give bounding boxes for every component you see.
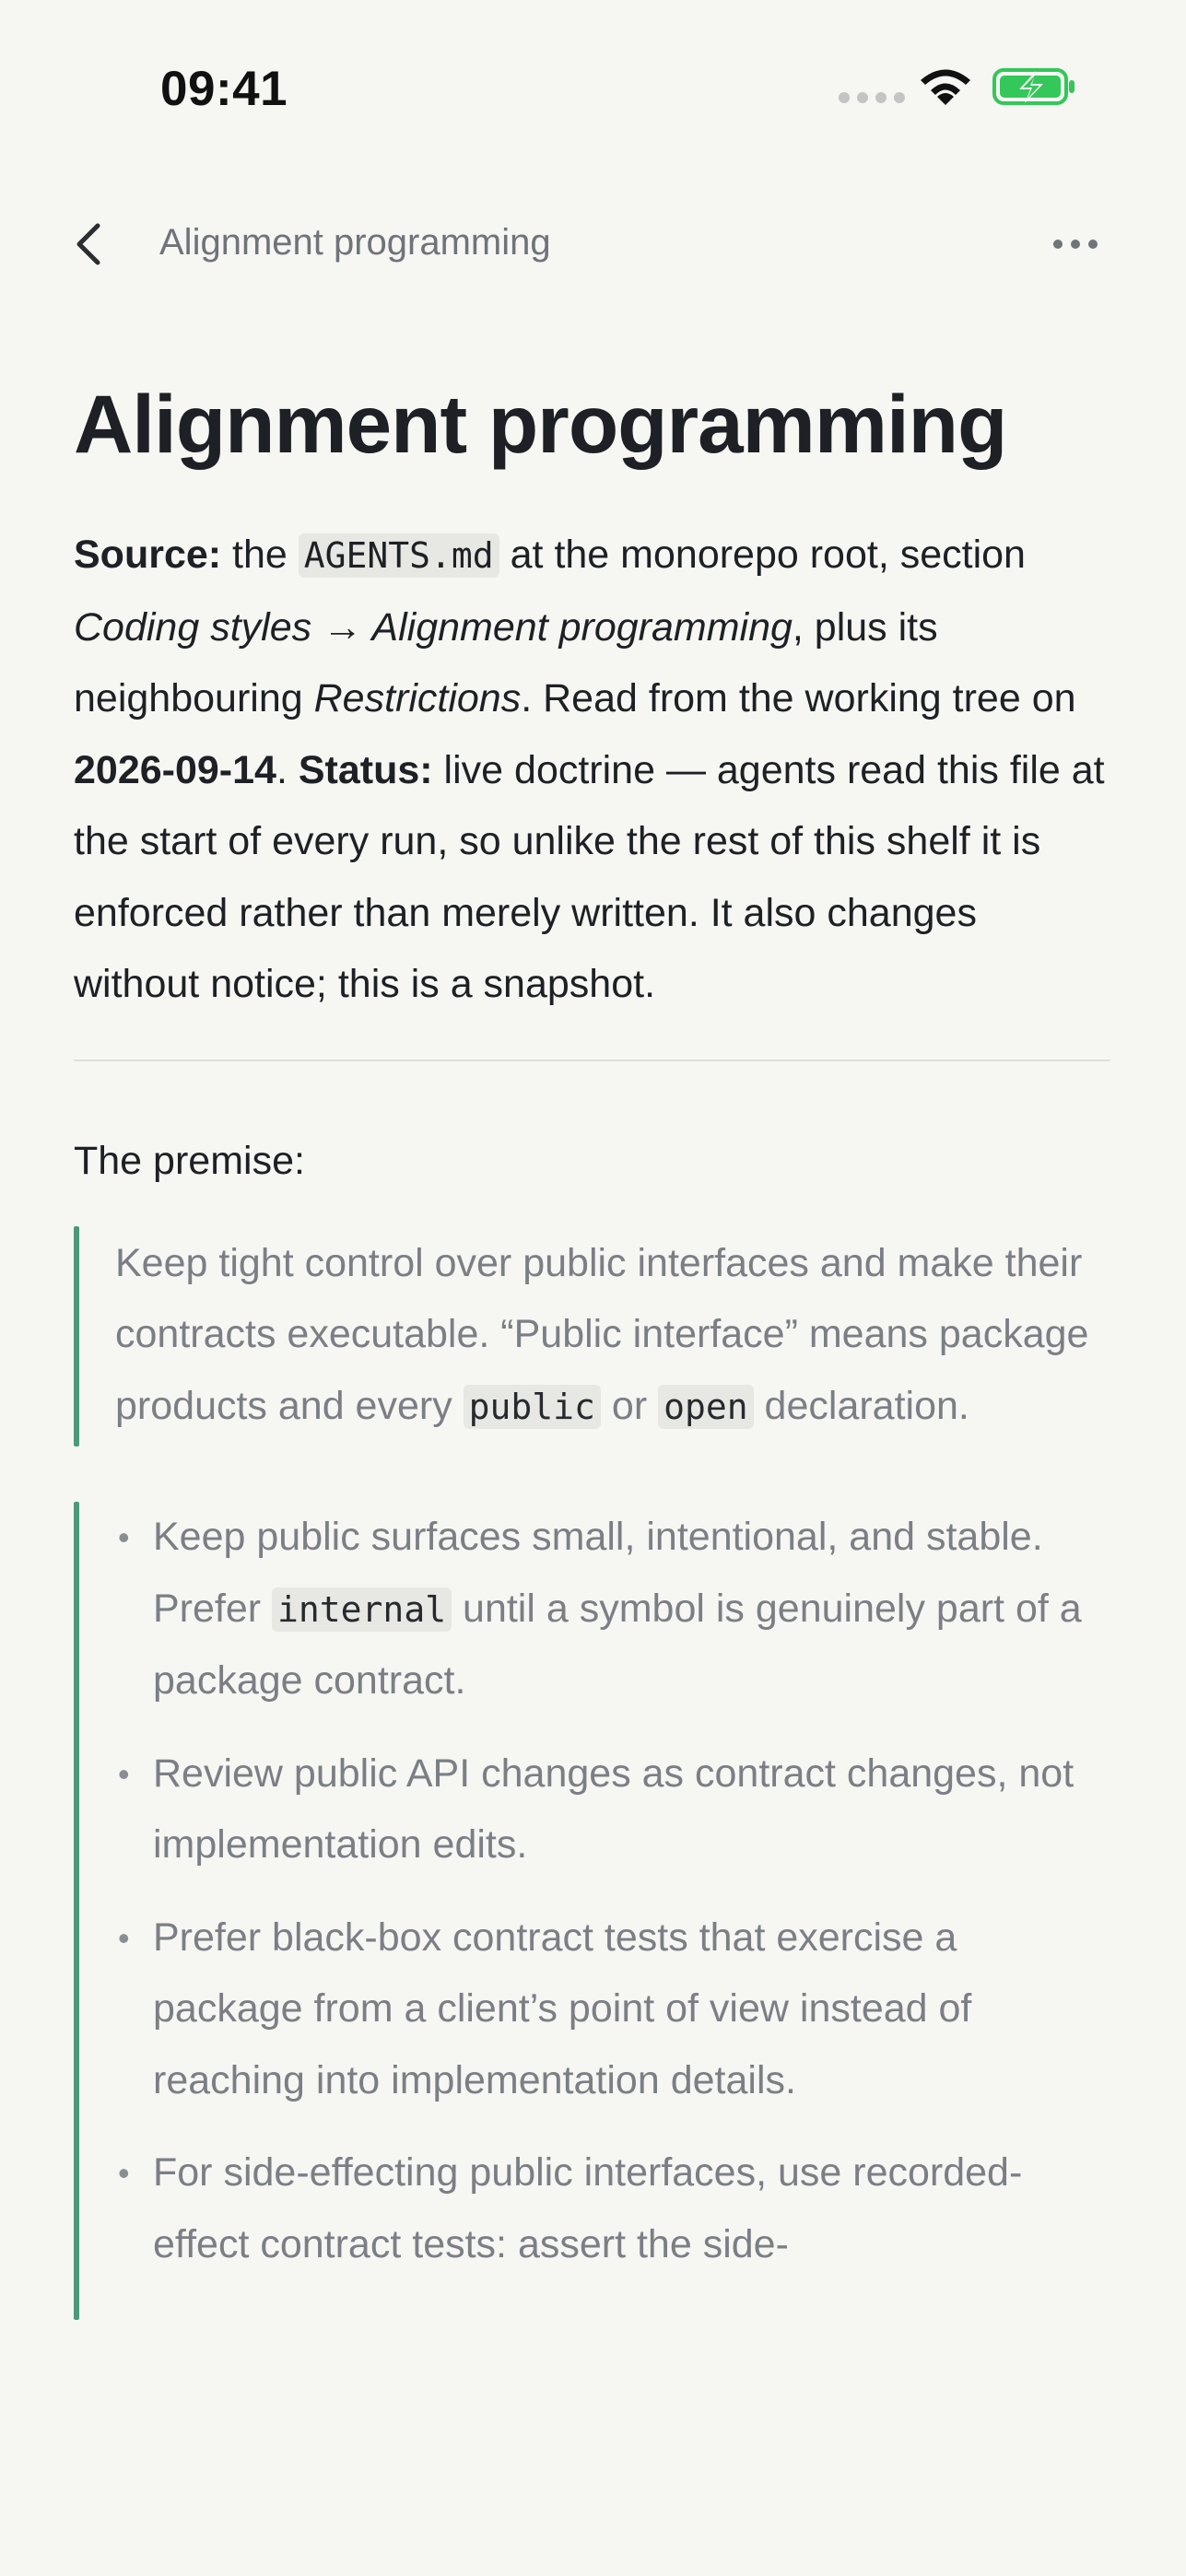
code-open: open	[658, 1385, 754, 1429]
list-item: • Review public API changes as contract changes, not implementation edits.	[115, 1739, 1113, 1881]
snapshot-date: 2026-09-14	[74, 747, 276, 792]
wifi-icon	[917, 64, 974, 109]
file-code: AGENTS.md	[299, 533, 499, 578]
section-ref: Coding styles → Alignment programming	[74, 604, 793, 650]
battery-charging-icon	[992, 66, 1076, 107]
nav-title: Alignment programming	[159, 222, 551, 263]
list-item: • For side-effecting public interfaces, use recorded-effect contract tests: assert the side-	[115, 2137, 1113, 2280]
list-item: • Prefer black-box contract tests that exercise a package from a client’s point of view instead of reaching into implementation details.	[115, 1903, 1113, 2117]
code-public: public	[464, 1385, 601, 1429]
status-time: 09:41	[160, 62, 288, 116]
status-bar	[0, 0, 1186, 175]
source-label: Source:	[74, 533, 222, 577]
list-item: • Keep public surfaces small, intentional, and stable. Prefer internal until a symbol is genuinely part of a package contract.	[115, 1502, 1113, 1717]
divider	[74, 1060, 1110, 1061]
premise-label: The premise:	[74, 1138, 305, 1183]
restrictions-ref: Restrictions	[313, 676, 522, 720]
rules-list	[115, 1502, 1113, 2280]
source-paragraph: Source: the AGENTS.md at the monorepo root, section Coding styles → Alignment programming, plus its neighbouring Restrictions. Read from the working tree on 2026-09-14. Status: live doctrine — agents read this file at the start of every run, so unlike the rest of this shelf it is enforced rather than merely written. It also changes without notice; this is a snapshot.	[74, 533, 1105, 1006]
nav-bar	[0, 207, 1186, 281]
article-content	[74, 369, 1113, 2320]
page-title: Alignment programming	[74, 378, 1007, 470]
premise-quote: Keep tight control over public interfaces and make their contracts executable. “Public interface” means package products and every public or open declaration.	[74, 1226, 1113, 1447]
code-internal: internal	[272, 1587, 452, 1632]
status-label: Status:	[298, 747, 433, 792]
back-button[interactable]	[66, 218, 112, 270]
rules-quote	[74, 1502, 1113, 2320]
signal-dots-icon	[839, 92, 905, 103]
more-button[interactable]	[1049, 226, 1102, 263]
